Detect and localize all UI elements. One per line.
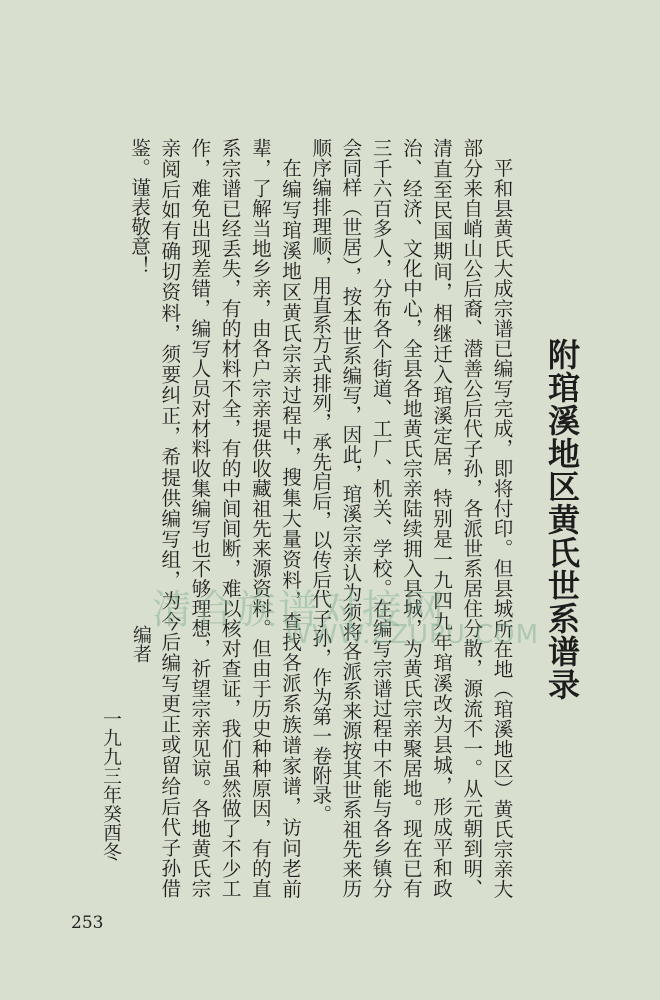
page-number: 253 <box>71 913 104 933</box>
paragraph-1: 平和县黄氏大成宗谱已编写完成，即将付印。但县城所在地（琯溪地区）黄氏宗亲大部分来自峭山公后裔、潜善公后代子孙，各派世系居住分散，源流不一。从元朝到明、清直至民国期间，相继迁入琯溪定居，特别是一九四九年琯溪改为县城，形成平和政治、经济、文化中心，全县各地黄氏宗亲陆续拥入县城，为黄氏宗亲聚居地。现在已有三千六百多人，分布各个街道、工厂、机关、学校。在编写宗谱过程中不能与各乡镇分会同样（世居），按本世系编写，因此，琯溪宗亲认为须将各派系来源按其世系祖先来历顺序编排理顺，用直系方式排列，承先启后，以传后代子孙，作为第一卷附录。 <box>308 138 513 898</box>
page-title: 附琯溪地区黄氏世系谱录 <box>543 338 581 701</box>
watermark-url: WWW.ZZUPU.COM <box>285 620 540 650</box>
signoff <box>96 625 156 925</box>
paragraph-2: 在编写琯溪地区黄氏宗亲过程中，搜集大量资料，查找各派系族谱家谱，访问老前辈，了解当地乡亲，由各户宗亲提供收藏祖先来源资料。但由于历史种种原因，有的直系宗谱已经丢失，有的材料不全，有的中间间断，难以核对查证，我们虽然做了不少工作，难免出现差错，编写人员对材料收集编写也不够理想，祈望宗亲见谅。各地黄氏宗亲阅后如有确切资料，须要纠正，希提供编写组，为今后编写更正或留给后代子孙借鉴。谨表敬意！ <box>127 138 302 898</box>
date-label: 一九九三年癸酉冬 <box>100 709 122 861</box>
watermark-text: 清合族谱对接网 <box>152 587 446 633</box>
author-label: 编者 <box>130 625 152 663</box>
